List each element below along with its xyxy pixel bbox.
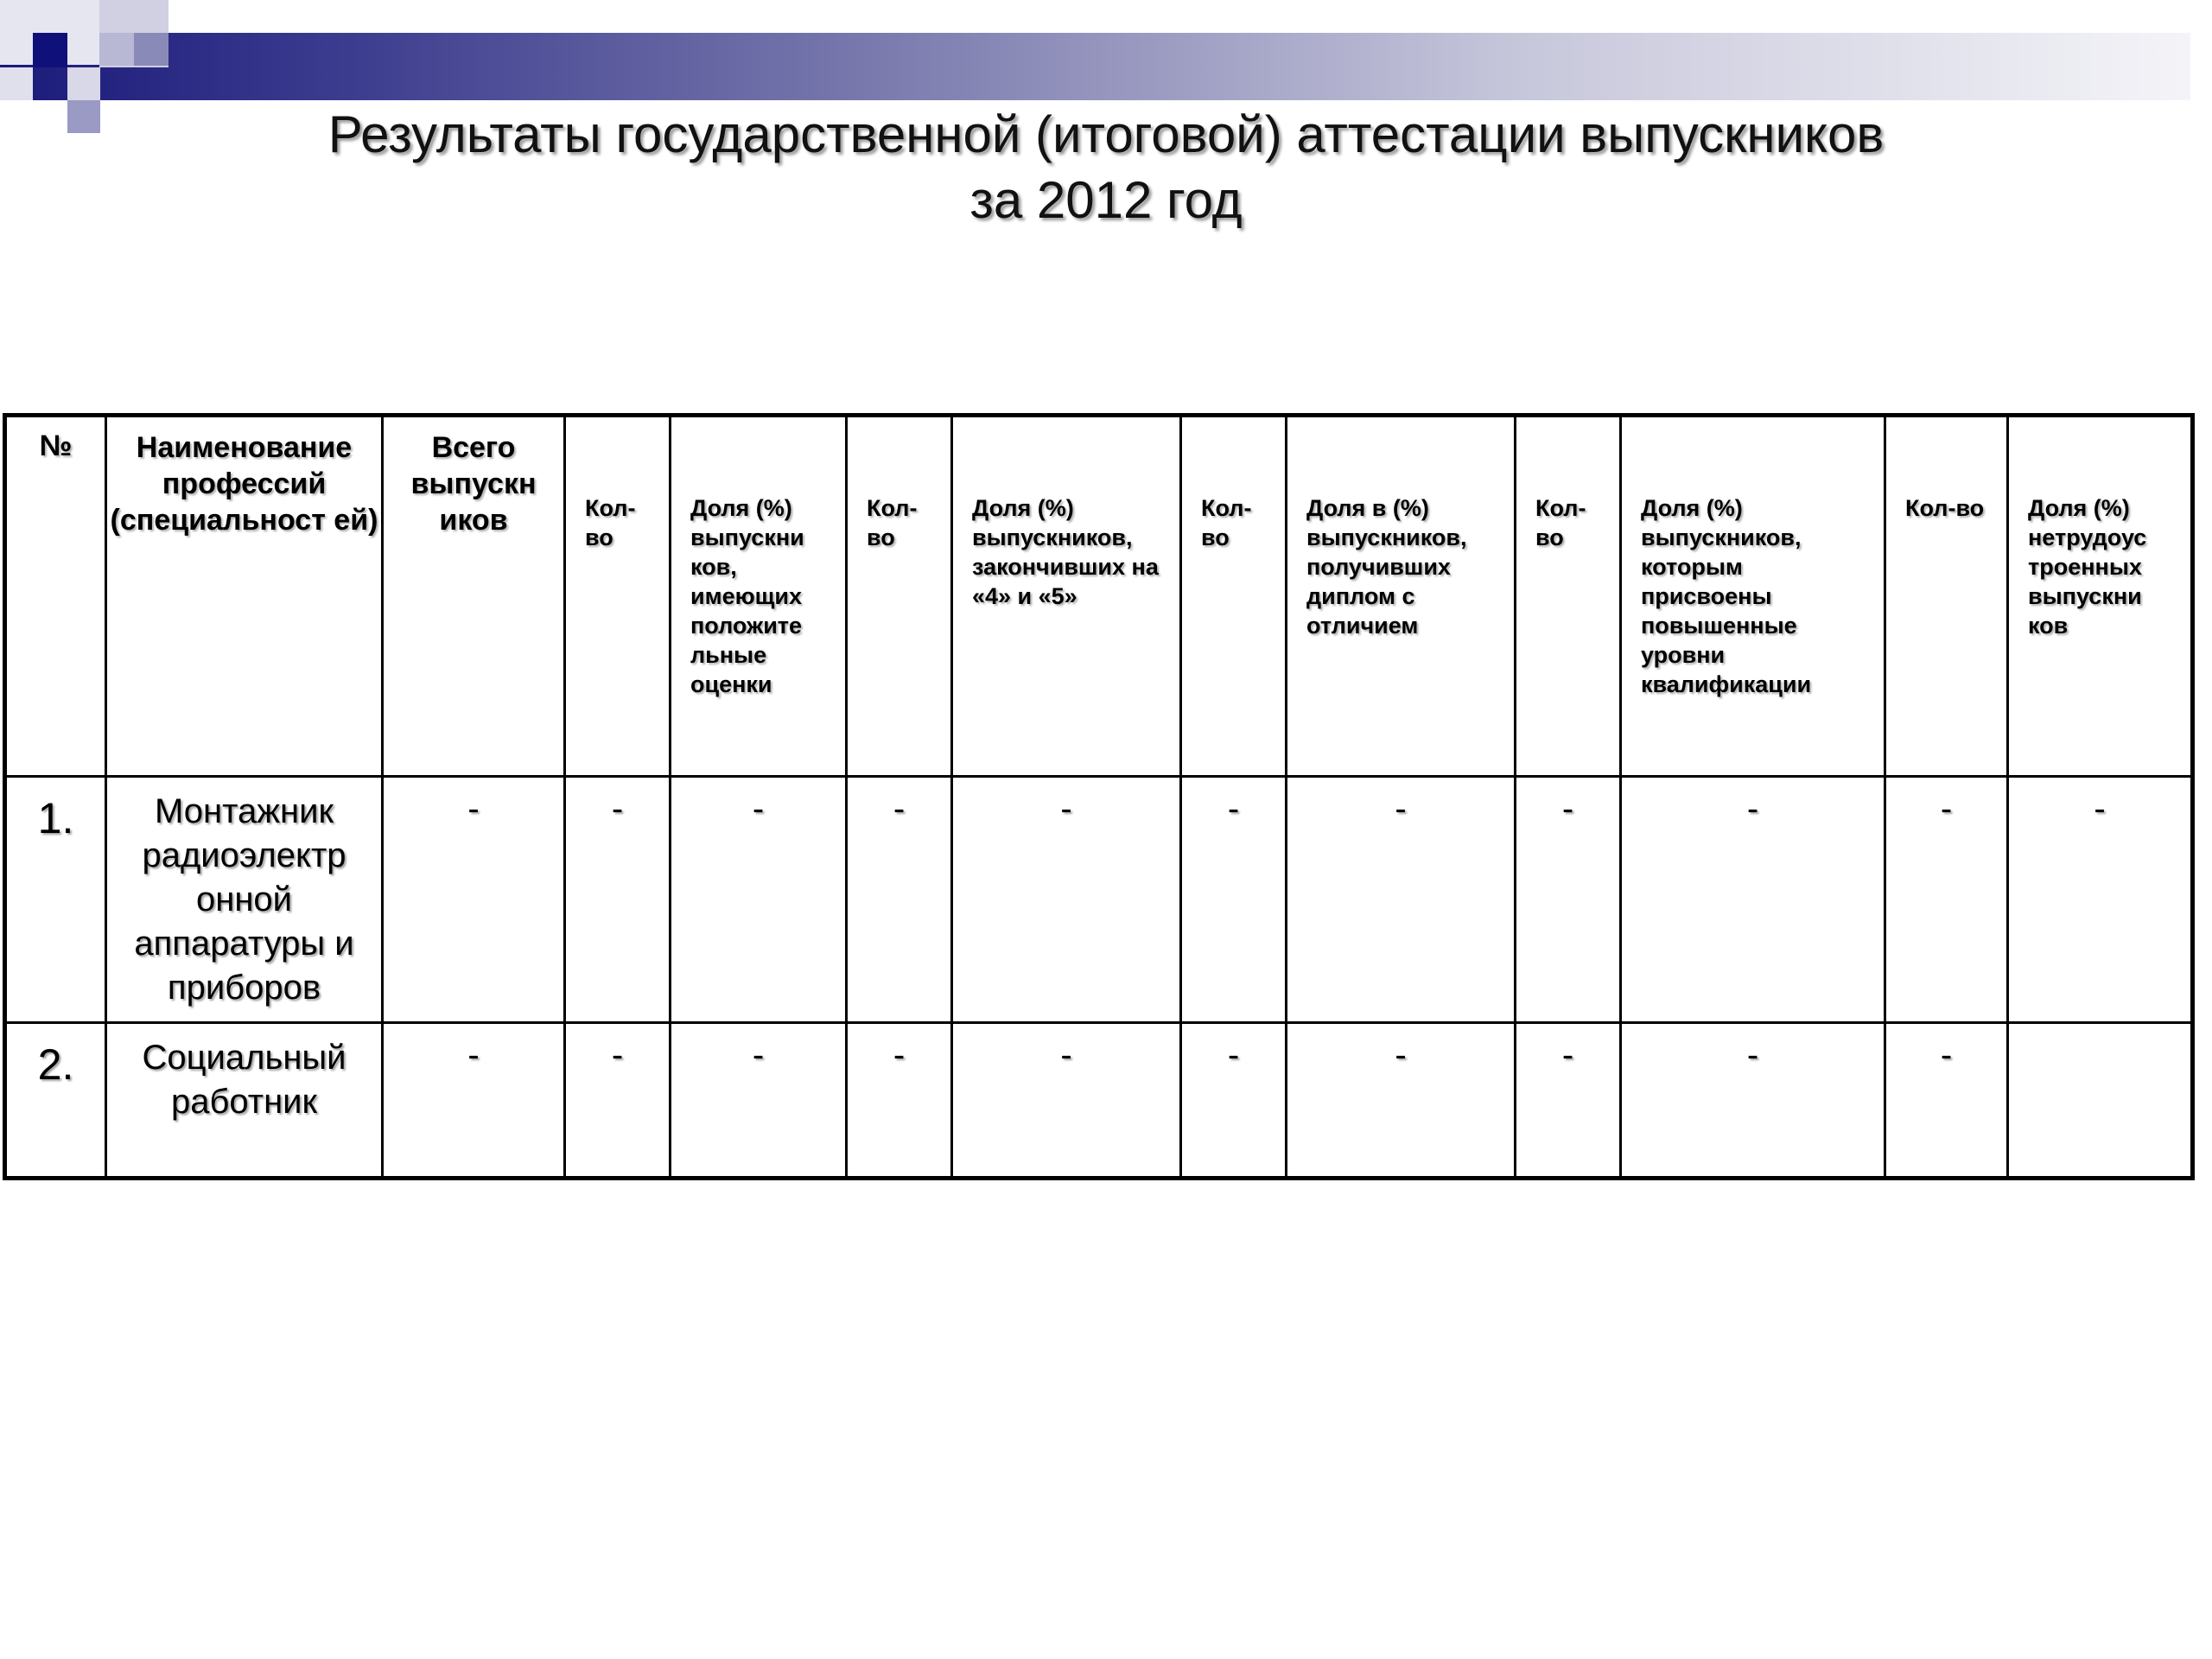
- table-cell: [2008, 1023, 2193, 1179]
- table-cell: -: [671, 777, 847, 1023]
- header-cell-count: Кол-во: [1181, 416, 1287, 777]
- slide-title-line-1: Результаты государственной (итоговой) аттестации выпускников: [327, 105, 1885, 163]
- row-number: 1.: [5, 777, 106, 1023]
- row-number: 2.: [5, 1023, 106, 1179]
- table-cell: -: [952, 777, 1181, 1023]
- table-header-row: [5, 416, 2193, 777]
- results-table: [3, 413, 2195, 1180]
- header-cell-count: Кол-во: [565, 416, 671, 777]
- header-cell-number: №: [5, 416, 106, 777]
- table-cell: -: [2008, 777, 2193, 1023]
- decorative-square: [33, 33, 67, 67]
- decorative-square: [67, 67, 100, 100]
- header-cell-share-unemployed: Доля (%) нетрудоус троенных выпускни ков: [2008, 416, 2193, 777]
- header-cell-count: Кол-во: [1516, 416, 1621, 777]
- table-cell: -: [1621, 777, 1885, 1023]
- table-cell: -: [847, 1023, 952, 1179]
- decorative-square: [99, 33, 134, 66]
- header-cell-total-graduates: Всего выпускн иков: [383, 416, 565, 777]
- table-cell: -: [1287, 1023, 1516, 1179]
- slide-title-line-2: за 2012 год: [969, 171, 1243, 229]
- decorative-square: [0, 67, 33, 100]
- table-cell: -: [1621, 1023, 1885, 1179]
- header-cell-count: Кол-во: [847, 416, 952, 777]
- table-cell: -: [1287, 777, 1516, 1023]
- table-cell: -: [671, 1023, 847, 1179]
- table-cell: -: [1885, 777, 2008, 1023]
- row-profession-name: Социальный работник: [106, 1023, 383, 1179]
- header-cell-count: Кол-во: [1885, 416, 2008, 777]
- row-profession-name: Монтажник радиоэлектр онной аппаратуры и приборов: [106, 777, 383, 1023]
- table-cell: -: [1181, 777, 1287, 1023]
- table-cell: -: [383, 1023, 565, 1179]
- header-cell-share-honors: Доля в (%) выпускников, получивших диплом с отличием: [1287, 416, 1516, 777]
- table-cell: -: [952, 1023, 1181, 1179]
- slide-title: [0, 102, 2212, 233]
- header-cell-profession: Наименование профессий (специальност ей): [106, 416, 383, 777]
- header-cell-share-good-grades: Доля (%) выпускников, закончивших на «4» и «5»: [952, 416, 1181, 777]
- table-cell: -: [847, 777, 952, 1023]
- table-cell: -: [383, 777, 565, 1023]
- table-cell: -: [1885, 1023, 2008, 1179]
- table-cell: -: [1181, 1023, 1287, 1179]
- header-cell-share-positive: Доля (%) выпускни ков, имеющих положите льные оценки: [671, 416, 847, 777]
- table-cell: -: [1516, 777, 1621, 1023]
- table-row: [5, 1023, 2193, 1179]
- table-row: [5, 777, 2193, 1023]
- header-decoration-band: [0, 33, 2190, 100]
- table-cell: -: [1516, 1023, 1621, 1179]
- header-cell-share-higher-qualification: Доля (%) выпускников, которым присвоены повышенные уровни квалификации: [1621, 416, 1885, 777]
- table-cell: -: [565, 1023, 671, 1179]
- decorative-square: [134, 33, 168, 66]
- table-cell: -: [565, 777, 671, 1023]
